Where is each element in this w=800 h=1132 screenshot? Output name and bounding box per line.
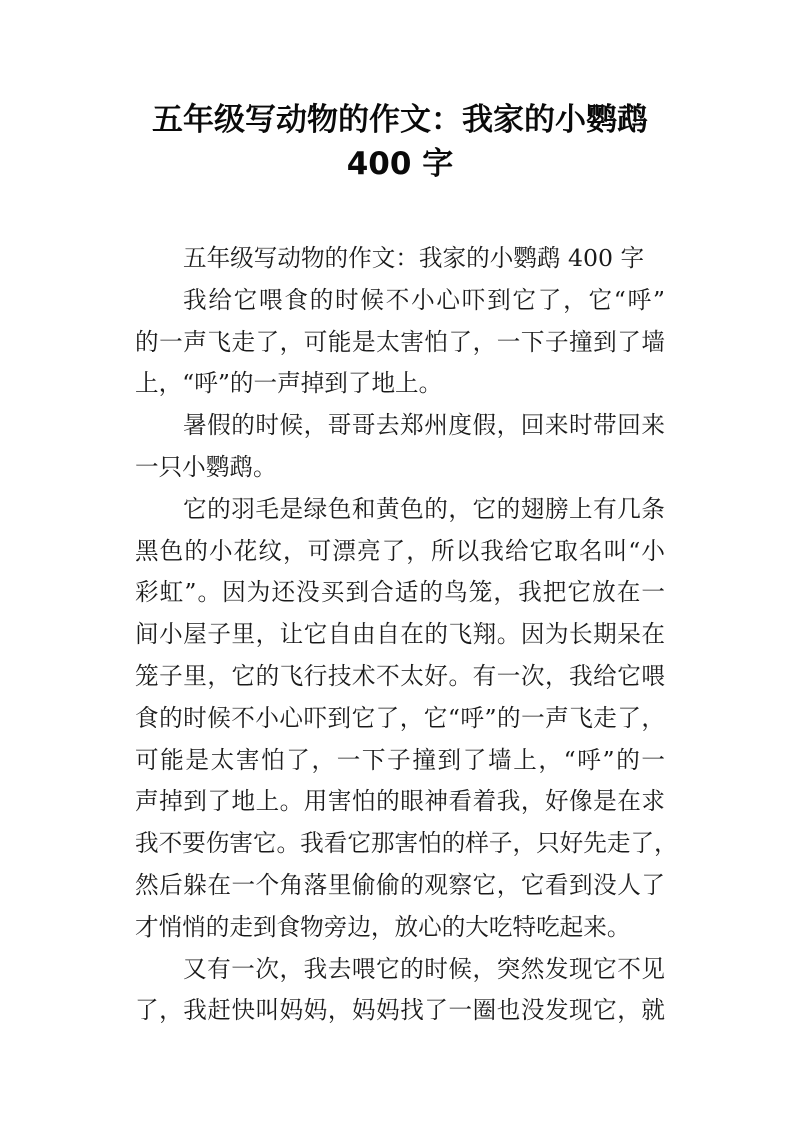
title-line-1: 五年级写动物的作文：我家的小鹦鹉 — [152, 102, 648, 138]
text-line: 它的羽毛是绿色和黄色的，它的翅膀上有几条 — [183, 494, 665, 523]
paragraph-2 — [135, 405, 665, 489]
text-line: 笼子里，它的飞行技术不太好。有一次，我给它喂 — [135, 661, 665, 690]
text-line: 了，我赶快叫妈妈，妈妈找了一圈也没发现它，就 — [135, 996, 665, 1025]
text-line: 一只小鹦鹉。 — [135, 452, 277, 481]
title-line-2: 400 字 — [346, 146, 454, 182]
document-body — [135, 238, 678, 1032]
text-line: 暑假的时候，哥哥去郑州度假，回来时带回来 — [183, 411, 665, 440]
text-line: 可能是太害怕了，一下子撞到了墙上，“呼”的一 — [135, 745, 665, 774]
text-line: 间小屋子里，让它自由自在的飞翔。因为长期呆在 — [135, 620, 665, 649]
text-line: 黑色的小花纹，可漂亮了，所以我给它取名叫“小 — [135, 536, 665, 565]
text-line: 然后躲在一个角落里偷偷的观察它，它看到没人了 — [135, 870, 665, 899]
paragraph-4 — [135, 949, 665, 1033]
text-line: 我不要伤害它。我看它那害怕的样子，只好先走了， — [135, 829, 678, 858]
text-line: 上，“呼”的一声掉到了地上。 — [135, 369, 443, 398]
text-line: 又有一次，我去喂它的时候，突然发现它不见 — [183, 954, 665, 983]
text-line: 食的时候不小心吓到它了，它“呼”的一声飞走了， — [135, 703, 665, 732]
paragraph-heading — [135, 238, 665, 280]
text-line: 彩虹”。因为还没买到合适的鸟笼，我把它放在一 — [135, 578, 665, 607]
document-title — [100, 98, 700, 186]
text-line: 我给它喂食的时候不小心吓到它了，它“呼” — [183, 285, 665, 314]
paragraph-1 — [135, 280, 665, 405]
text-line: 才悄悄的走到食物旁边，放心的大吃特吃起来。 — [135, 912, 631, 941]
paragraph-3 — [135, 489, 678, 949]
text-line: 声掉到了地上。用害怕的眼神看着我，好像是在求 — [135, 787, 665, 816]
text-line: 的一声飞走了，可能是太害怕了，一下子撞到了墙 — [135, 327, 665, 356]
text-line: 五年级写动物的作文：我家的小鹦鹉 400 字 — [183, 244, 645, 272]
